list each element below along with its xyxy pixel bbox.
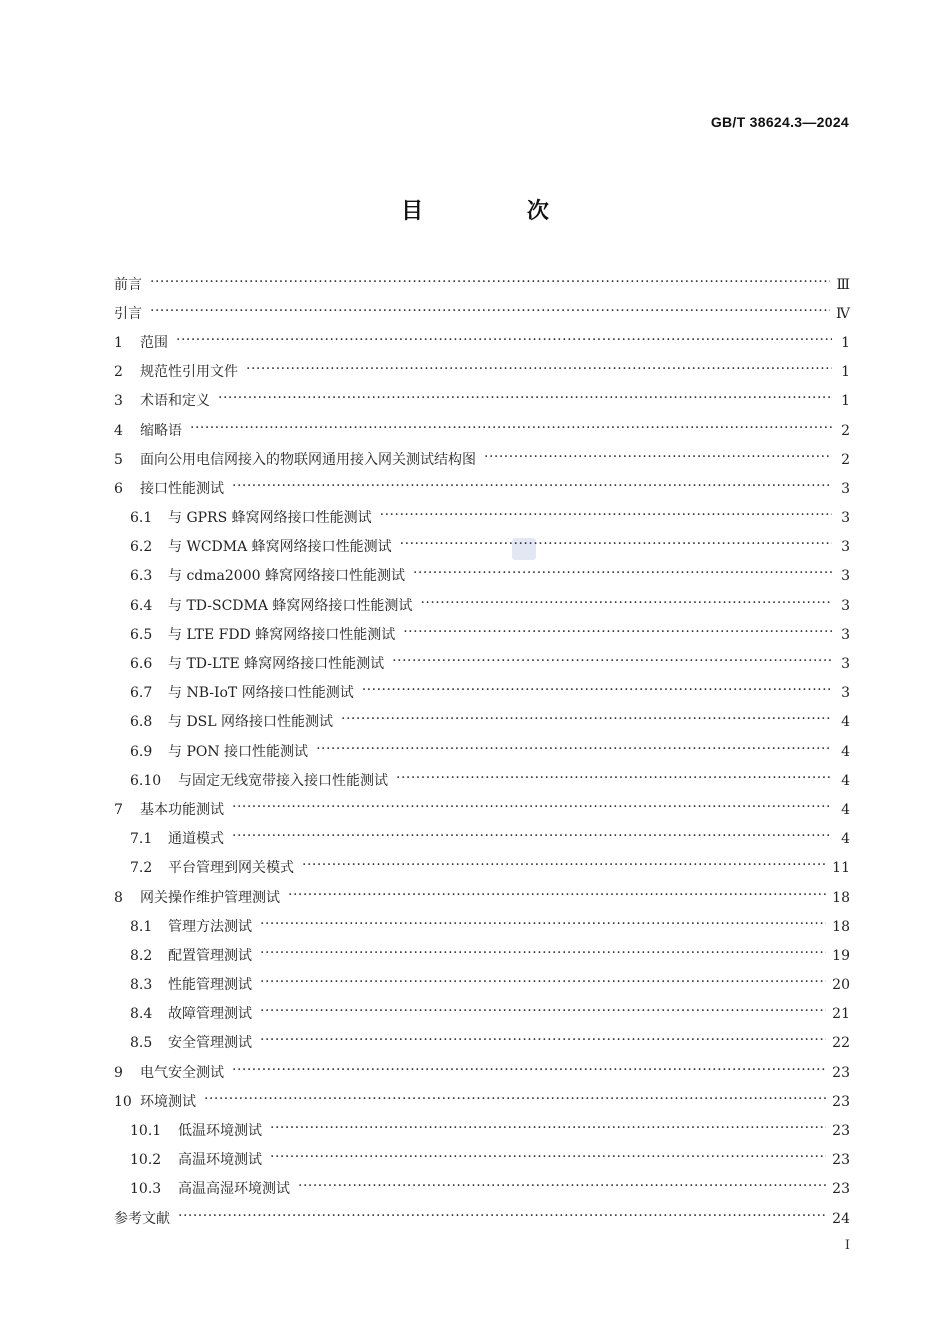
toc-entry-page: 23 [832,1152,850,1169]
toc-entry[interactable] [114,358,850,387]
toc-entry[interactable] [114,1000,850,1029]
toc-entry-page: 19 [832,947,850,964]
toc-entry-number: 7.1 [130,831,153,848]
toc-entry-number: 10.1 [130,1123,162,1140]
toc-entry-number: 6 [114,480,123,497]
toc-dot-leader [178,1212,826,1226]
toc-entry-title: 与 NB-IoT 网络接口性能测试 [168,685,354,702]
toc-entry-number: 5 [114,451,123,468]
toc-entry[interactable] [114,328,850,357]
toc-entry[interactable] [114,562,850,591]
toc-entry-title: 与 LTE FDD 蜂窝网络接口性能测试 [168,626,396,643]
toc-dot-leader [341,715,832,729]
toc-entry-title: 管理方法测试 [168,918,252,935]
toc-dot-leader [392,657,832,671]
toc-entry[interactable] [114,299,850,328]
toc-entry-title: 与 cdma2000 蜂窝网络接口性能测试 [168,568,405,585]
toc-dot-leader [150,278,830,292]
toc-dot-leader [380,511,832,525]
toc-entry[interactable] [114,270,850,299]
toc-entry-page: 11 [832,860,850,877]
toc-entry-title: 配置管理测试 [168,947,252,964]
toc-entry[interactable] [114,1058,850,1087]
toc-dot-leader [204,1095,826,1109]
toc-entry-title: 与固定无线宽带接入接口性能测试 [178,772,388,789]
toc-entry[interactable] [114,533,850,562]
toc-entry-page: Ⅲ [836,276,850,293]
toc-dot-leader [270,1124,826,1138]
toc-entry-page: 23 [832,1064,850,1081]
toc-dot-leader [400,540,832,554]
toc-entry[interactable] [114,737,850,766]
toc-entry-number: 7.2 [130,860,153,877]
toc-entry-page: 3 [841,656,850,673]
toc-dot-leader [260,978,826,992]
toc-entry-page: 4 [841,743,850,760]
toc-entry-number: 1 [114,334,123,351]
toc-entry-page: 4 [841,772,850,789]
toc-entry-page: 3 [841,568,850,585]
toc-entry-number: 7 [114,801,123,818]
toc-entry-page: 3 [841,685,850,702]
toc-entry-page: 20 [832,977,850,994]
toc-entry[interactable] [114,1029,850,1058]
toc-entry[interactable] [114,1116,850,1145]
toc-dot-leader [413,569,832,583]
toc-entry-number: 6.8 [130,714,153,731]
toc-entry-page: 1 [841,334,850,351]
toc-entry-page: 4 [841,714,850,731]
toc-entry-title: 前言 [114,276,142,293]
toc-entry-number: 6.3 [130,568,153,585]
toc-entry[interactable] [114,504,850,533]
toc-entry-number: 6.7 [130,685,153,702]
toc-entry-title: 与 TD-SCDMA 蜂窝网络接口性能测试 [168,597,413,614]
toc-entry-page: 23 [832,1181,850,1198]
toc-entry-title: 性能管理测试 [168,977,252,994]
toc-entry[interactable] [114,1175,850,1204]
toc-entry-title: 安全管理测试 [168,1035,252,1052]
toc-entry-title: 术语和定义 [140,393,210,410]
toc-entry-number: 10.2 [130,1152,162,1169]
toc-dot-leader [298,1182,826,1196]
toc-dot-leader [260,1036,826,1050]
table-of-contents [114,270,850,1233]
toc-entry-page: 2 [841,451,850,468]
toc-entry-page: 2 [841,422,850,439]
toc-entry[interactable] [114,591,850,620]
toc-entry[interactable] [114,971,850,1000]
toc-dot-leader [396,774,832,788]
toc-entry-number: 6.6 [130,656,153,673]
toc-entry-title: 通道模式 [168,831,224,848]
toc-entry-number: 8.5 [130,1035,153,1052]
toc-entry-number: 6.9 [130,743,153,760]
toc-entry[interactable] [114,387,850,416]
toc-entry-page: 4 [841,831,850,848]
toc-dot-leader [176,336,832,350]
toc-entry[interactable] [114,708,850,737]
toc-dot-leader [316,745,832,759]
toc-entry-number: 8.1 [130,918,153,935]
toc-entry-page: 3 [841,626,850,643]
toc-dot-leader [420,599,832,613]
toc-entry-number: 6.5 [130,626,153,643]
toc-entry-page: 22 [832,1035,850,1052]
toc-entry-page: 21 [832,1006,850,1023]
page-number: I [844,1238,850,1253]
toc-dot-leader [362,686,832,700]
toc-entry-title: 面向公用电信网接入的物联网通用接入网关测试结构图 [140,451,476,468]
toc-dot-leader [150,307,830,321]
document-code: GB/T 38624.3—2024 [710,114,849,130]
toc-dot-leader [288,891,826,905]
toc-entry-title: 电气安全测试 [140,1064,224,1081]
toc-entry-number: 2 [114,364,123,381]
toc-dot-leader [260,920,826,934]
toc-entry[interactable] [114,649,850,678]
toc-entry[interactable] [114,766,850,795]
toc-entry-title: 低温环境测试 [178,1123,262,1140]
toc-entry[interactable] [114,795,850,824]
toc-entry[interactable] [114,1146,850,1175]
toc-dot-leader [260,1007,826,1021]
toc-entry-page: 18 [832,889,850,906]
toc-entry-title: 引言 [114,305,142,322]
toc-entry-number: 8.3 [130,977,153,994]
toc-entry-number: 6.2 [130,539,153,556]
toc-entry-page: 1 [841,364,850,381]
toc-entry-title: 与 GPRS 蜂窝网络接口性能测试 [168,510,372,527]
toc-entry[interactable] [114,825,850,854]
toc-entry-number: 9 [114,1064,123,1081]
toc-entry[interactable] [114,883,850,912]
toc-entry[interactable] [114,679,850,708]
toc-entry-number: 10.3 [130,1181,162,1198]
toc-entry[interactable] [114,912,850,941]
toc-entry-number: 6.10 [130,772,162,789]
toc-entry-title: 与 DSL 网络接口性能测试 [168,714,334,731]
toc-dot-leader [232,832,832,846]
toc-entry-title: 与 TD-LTE 蜂窝网络接口性能测试 [168,656,385,673]
toc-entry-number: 3 [114,393,123,410]
toc-dot-leader [403,628,832,642]
toc-entry-page: 1 [841,393,850,410]
toc-entry-title: 网关操作维护管理测试 [140,889,280,906]
toc-entry[interactable] [114,854,850,883]
toc-entry-page: 3 [841,510,850,527]
toc-entry[interactable] [114,941,850,970]
toc-entry-number: 8.2 [130,947,153,964]
toc-entry-number: 6.1 [130,510,153,527]
toc-entry-page: 3 [841,480,850,497]
toc-entry-number: 10 [114,1093,132,1110]
toc-entry-title: 范围 [140,334,168,351]
toc-entry-title: 基本功能测试 [140,801,224,818]
toc-entry-title: 平台管理到网关模式 [168,860,294,877]
toc-entry-title: 环境测试 [140,1093,196,1110]
toc-title: 目 次 [401,199,597,224]
toc-dot-leader [232,803,832,817]
toc-entry-title: 接口性能测试 [140,480,224,497]
toc-entry-number: 6.4 [130,597,153,614]
toc-entry-number: 4 [114,422,123,439]
toc-dot-leader [302,861,826,875]
toc-entry[interactable] [114,416,850,445]
toc-entry[interactable] [114,1087,850,1116]
toc-entry-page: 4 [841,801,850,818]
toc-dot-leader [246,365,832,379]
toc-entry-title: 高温环境测试 [178,1152,262,1169]
toc-entry-page: Ⅳ [836,305,850,322]
toc-entry-title: 故障管理测试 [168,1006,252,1023]
toc-dot-leader [190,424,832,438]
toc-dot-leader [484,453,832,467]
toc-dot-leader [232,1066,826,1080]
toc-entry-page: 3 [841,539,850,556]
toc-entry-page: 24 [832,1210,850,1227]
toc-entry-page: 3 [841,597,850,614]
toc-entry-page: 23 [832,1093,850,1110]
toc-entry-title: 高温高湿环境测试 [178,1181,290,1198]
toc-entry[interactable] [114,445,850,474]
toc-entry[interactable] [114,620,850,649]
toc-entry-number: 8.4 [130,1006,153,1023]
toc-entry-title: 参考文献 [114,1210,170,1227]
toc-dot-leader [232,482,832,496]
toc-entry-title: 规范性引用文件 [140,364,238,381]
toc-dot-leader [270,1153,826,1167]
toc-dot-leader [218,394,832,408]
toc-entry-page: 23 [832,1123,850,1140]
toc-entry[interactable] [114,1204,850,1233]
toc-entry-title: 与 PON 接口性能测试 [168,743,309,760]
toc-entry-page: 18 [832,918,850,935]
toc-entry-title: 与 WCDMA 蜂窝网络接口性能测试 [168,539,392,556]
toc-dot-leader [260,949,826,963]
toc-entry-title: 缩略语 [140,422,182,439]
toc-entry-number: 8 [114,889,123,906]
toc-entry[interactable] [114,474,850,503]
